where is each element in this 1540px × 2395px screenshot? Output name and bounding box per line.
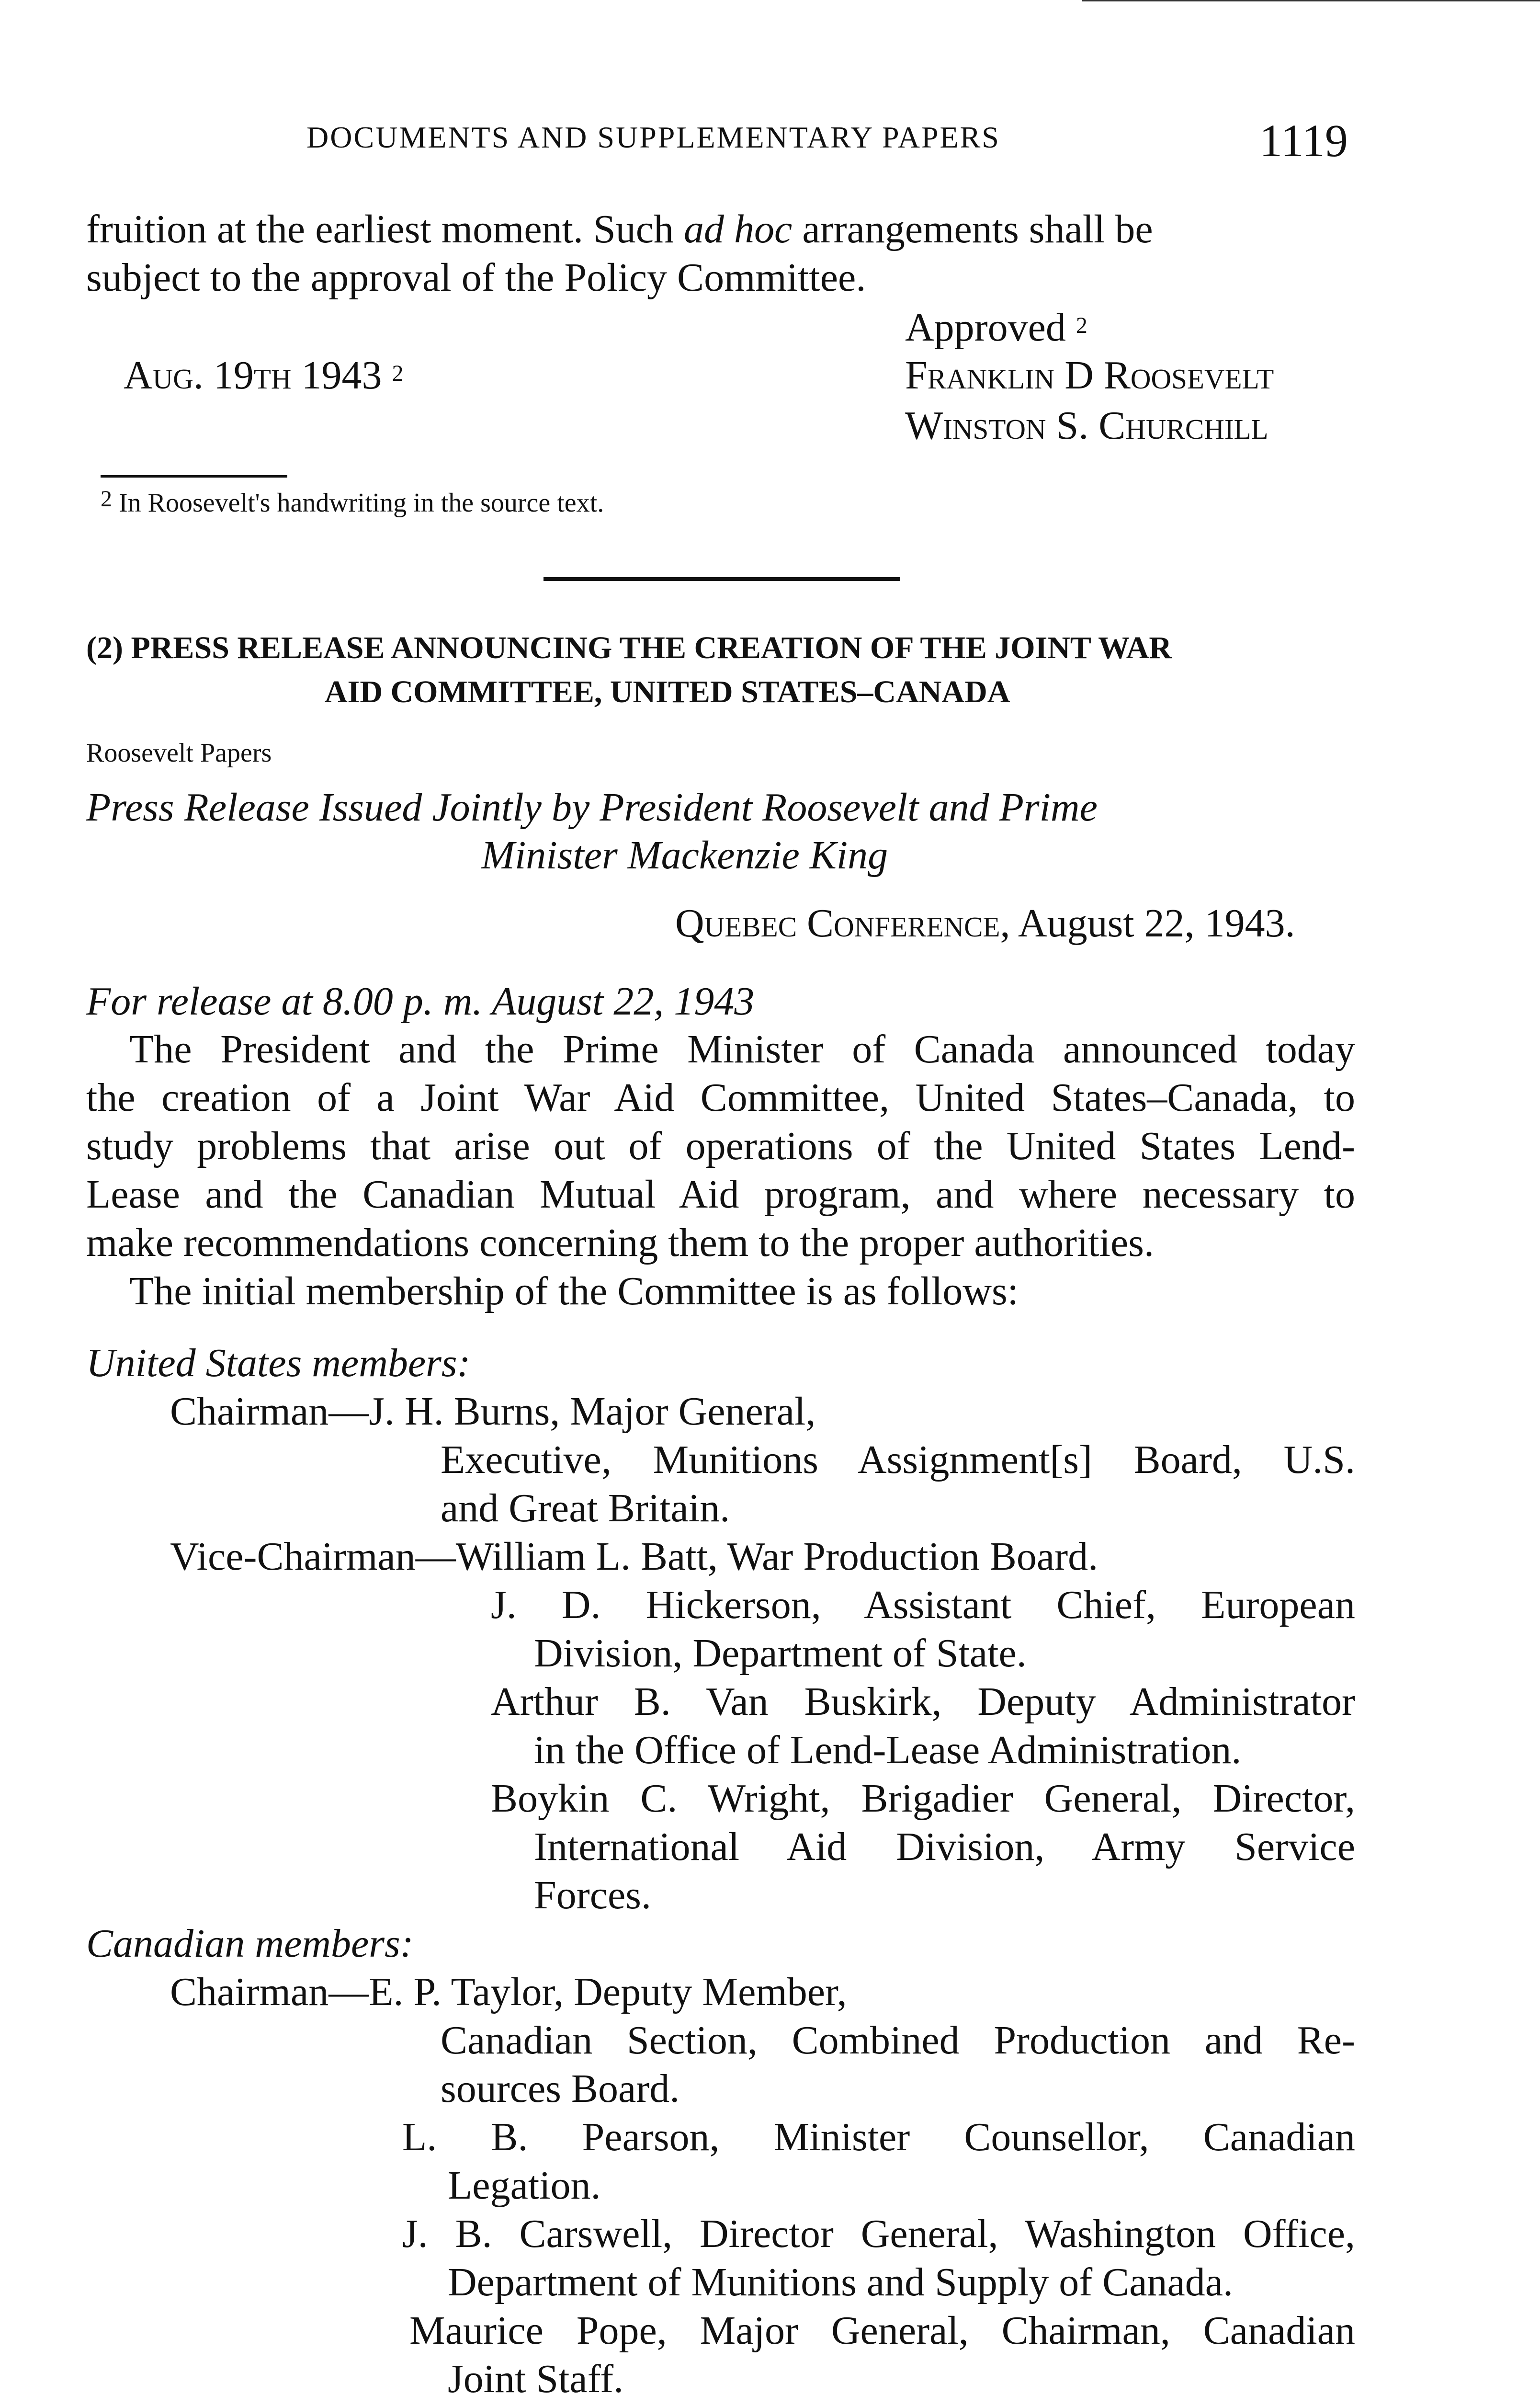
top-edge-rule: [1082, 0, 1540, 1]
document-title-line-2: Minister Mackenzie King: [481, 833, 888, 878]
source-label: Roosevelt Papers: [86, 738, 272, 768]
member-line: Chairman—E. P. Taylor, Deputy Member,: [170, 1970, 847, 2014]
section-heading-line-2: AID COMMITTEE, UNITED STATES–CANADA: [325, 674, 1010, 709]
member-line: Vice-Chairman—William L. Batt, War Production Board.: [170, 1534, 1098, 1579]
member-line: Joint Staff.: [448, 2357, 624, 2395]
member-line: J. B. Carswell, Director General, Washington Office,: [402, 2212, 1355, 2256]
member-line: Forces.: [534, 1873, 651, 1917]
member-line: Canadian Section, Combined Production and Re-: [441, 2018, 1355, 2063]
membership-intro: The initial membership of the Committee is as follows:: [129, 1269, 1019, 1313]
member-line: and Great Britain.: [441, 1486, 730, 1530]
member-line: sources Board.: [441, 2066, 680, 2111]
member-line: L. B. Pearson, Minister Counsellor, Canadian: [402, 2115, 1355, 2159]
section-heading-line-1: (2) PRESS RELEASE ANNOUNCING THE CREATION OF THE JOINT WAR: [86, 630, 1172, 665]
footnote-ref: 2: [1076, 313, 1087, 338]
footnote-ref: 2: [392, 361, 404, 386]
continuation-line-1: fruition at the earliest moment. Such ad hoc arrangements shall be: [86, 207, 1153, 251]
member-line: Arthur B. Van Buskirk, Deputy Administrator: [491, 1679, 1355, 1724]
running-title: DOCUMENTS AND SUPPLEMENTARY PAPERS: [306, 120, 1000, 154]
member-line: Maurice Pope, Major General, Chairman, Canadian: [409, 2308, 1355, 2353]
us-members-heading: United States members:: [86, 1341, 471, 1385]
signatory-roosevelt: Franklin D Roosevelt: [905, 353, 1274, 398]
footnote: $^2$ In Roosevelt's handwriting in the source text.: [101, 486, 604, 518]
member-line: J. D. Hickerson, Assistant Chief, European: [491, 1583, 1355, 1627]
paragraph-line: The President and the Prime Minister of Canada announced today: [129, 1027, 1355, 1072]
member-line: in the Office of Lend-Lease Administration.: [534, 1728, 1242, 1772]
approved-label: Approved $^2$: [905, 305, 1087, 350]
canadian-members-heading: Canadian members:: [86, 1921, 414, 1966]
approval-date: Aug. 19th 1943 $^2$: [124, 353, 404, 398]
paragraph-line: the creation of a Joint War Aid Committee, United States–Canada, to: [86, 1075, 1355, 1120]
page-number: 1119: [1259, 115, 1348, 166]
paragraph-line: study problems that arise out of operations of the United States Lend-: [86, 1124, 1355, 1168]
member-line: Legation.: [448, 2163, 601, 2208]
member-line: Executive, Munitions Assignment[s] Board, U.S.: [441, 1437, 1355, 1482]
member-line: Boykin C. Wright, Brigadier General, Director,: [491, 1776, 1355, 1821]
footnote-marker: 2: [101, 486, 112, 512]
document-title-line-1: Press Release Issued Jointly by President Roosevelt and Prime: [86, 785, 1098, 830]
member-line: Department of Munitions and Supply of Canada.: [448, 2260, 1234, 2304]
continuation-line-2: subject to the approval of the Policy Committee.: [86, 255, 866, 300]
signatory-churchill: Winston S. Churchill: [905, 403, 1268, 448]
release-note: For release at 8.00 p. m. August 22, 1943: [86, 979, 755, 1024]
footnote-rule: [101, 475, 287, 478]
paragraph-line: Lease and the Canadian Mutual Aid program, and where necessary to: [86, 1172, 1355, 1217]
member-line: Division, Department of State.: [534, 1631, 1027, 1676]
member-line: Chairman—J. H. Burns, Major General,: [170, 1389, 816, 1434]
paragraph-line: make recommendations concerning them to the proper authorities.: [86, 1220, 1154, 1265]
section-divider: [544, 577, 900, 581]
dateline: Quebec Conference, August 22, 1943.: [675, 901, 1295, 946]
member-line: International Aid Division, Army Service: [534, 1825, 1355, 1869]
